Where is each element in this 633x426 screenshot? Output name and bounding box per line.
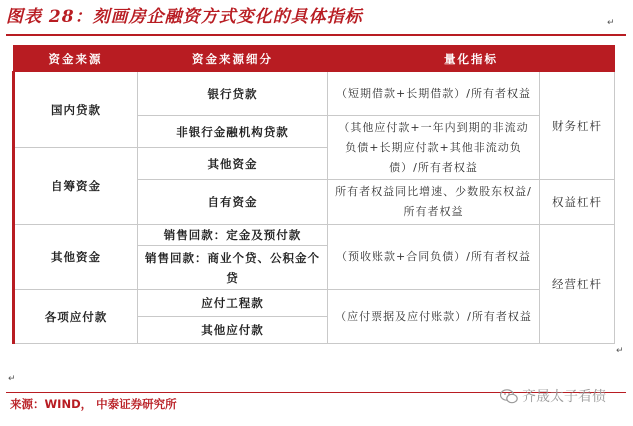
cell-operating-leverage: 经营杠杆 <box>540 225 615 344</box>
cell-sub-deposit-prepayment: 销售回款：定金及预付款 <box>138 225 328 246</box>
cell-formula-own-funds: 所有者权益同比增速、少数股东权益/所有者权益 <box>328 180 540 225</box>
table-row <box>14 225 615 246</box>
title-rule <box>6 34 626 36</box>
cell-sub-own-funds: 自有资金 <box>138 180 328 225</box>
cell-sub-mortgage-loans: 销售回款：商业个贷、公积金个贷 <box>138 246 328 290</box>
figure-title-text: 图表 28：刻画房企融资方式变化的具体指标 <box>6 7 363 27</box>
cell-formula-payables: （应付票据及应付账款）/所有者权益 <box>328 290 540 344</box>
indicator-table <box>12 45 615 344</box>
return-mark: ↵ <box>616 346 624 356</box>
cell-formula-bank-loan: （短期借款+长期借款）/所有者权益 <box>328 72 540 116</box>
cell-sub-other-funds: 其他资金 <box>138 148 328 180</box>
cell-source-other-funds: 其他资金 <box>14 225 138 290</box>
source-note: 来源：WIND， 中泰证券研究所 <box>10 397 177 411</box>
return-mark: ↵ <box>607 18 615 28</box>
header-source: 资金来源 <box>14 46 138 72</box>
cell-sub-construction-payables: 应付工程款 <box>138 290 328 317</box>
figure-title <box>6 4 626 34</box>
cell-financial-leverage: 财务杠杆 <box>540 72 615 180</box>
cell-source-self-raised: 自筹资金 <box>14 148 138 225</box>
cell-equity-leverage: 权益杠杆 <box>540 180 615 225</box>
cell-sub-nonbank-loan: 非银行金融机构贷款 <box>138 116 328 148</box>
cell-source-payables: 各项应付款 <box>14 290 138 344</box>
header-sub-source: 资金来源细分 <box>138 46 328 72</box>
cell-sub-bank-loan: 银行贷款 <box>138 72 328 116</box>
wechat-icon <box>500 389 518 404</box>
cell-formula-sales-receipts: （预收账款+合同负债）/所有者权益 <box>328 225 540 290</box>
table-header-row <box>14 46 615 72</box>
table-row <box>14 290 615 317</box>
watermark-text: 齐晟太子看债 <box>522 389 606 405</box>
table-row <box>14 72 615 116</box>
cell-formula-nonbank-loan: （其他应付款+一年内到期的非流动负债+长期应付款+其他非流动负债）/所有者权益 <box>328 116 540 180</box>
header-indicator: 量化指标 <box>328 46 615 72</box>
cell-sub-other-payables: 其他应付款 <box>138 317 328 344</box>
cell-source-domestic-loan: 国内贷款 <box>14 72 138 148</box>
watermark <box>500 386 606 406</box>
return-mark: ↵ <box>8 374 16 384</box>
